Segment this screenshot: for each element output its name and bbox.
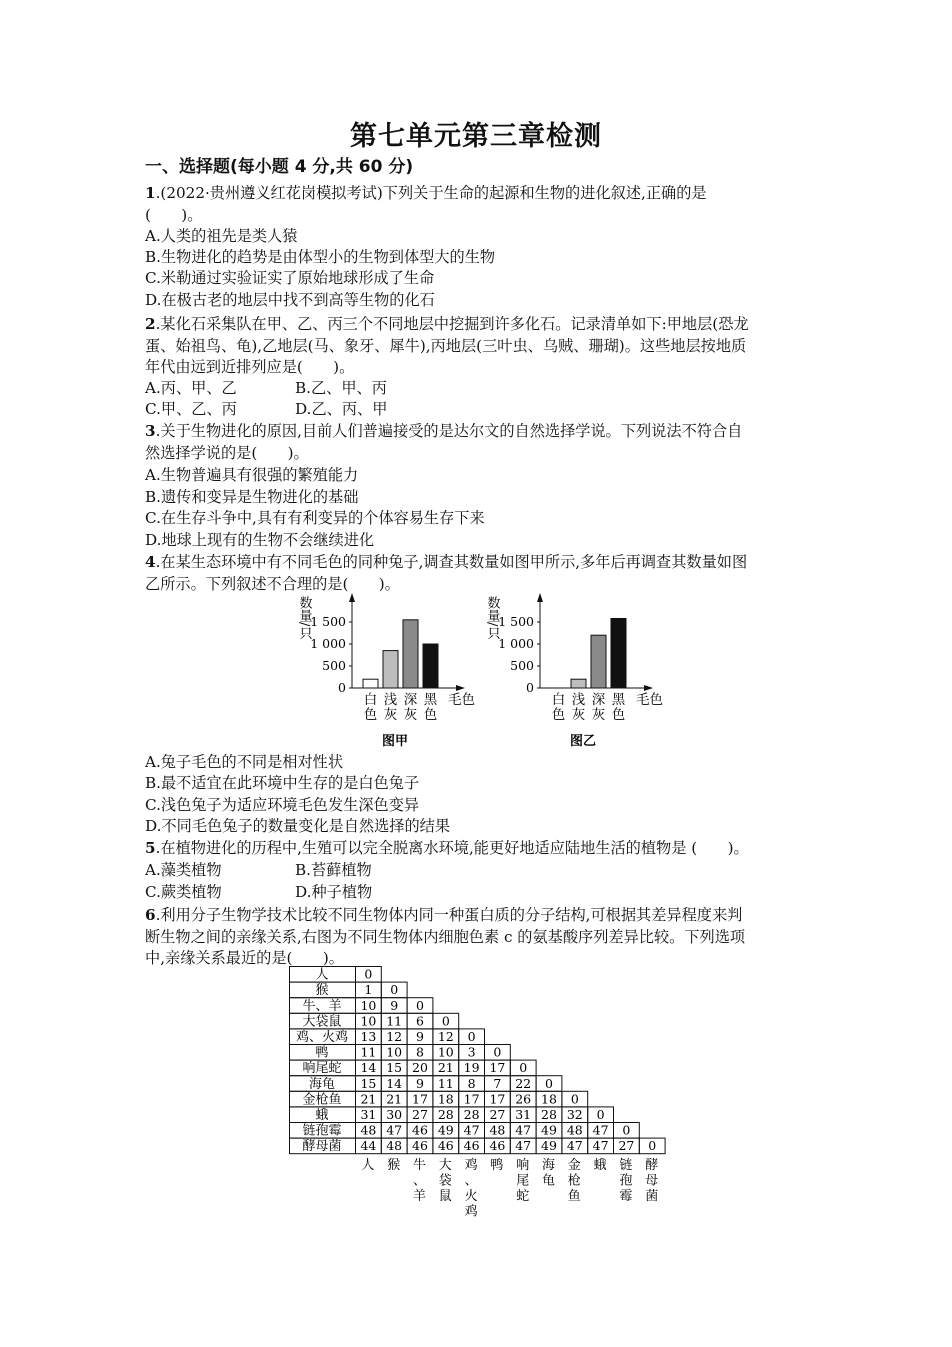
jia-cat-label-top: 深	[403, 692, 418, 708]
jia-bar-3	[403, 620, 418, 688]
q4-option-a: A.兔子毛色的不同是相对性状	[145, 753, 344, 771]
q6-stem-line3: 中,亲缘关系最近的是( )。	[145, 949, 344, 967]
table-cell-value: 48	[566, 1122, 583, 1138]
col-label-char: 枪	[567, 1173, 581, 1189]
table-cell-value: 49	[541, 1138, 557, 1154]
jia-cat-label-top: 白	[363, 692, 378, 708]
q3-option-b: B.遗传和变异是生物进化的基础	[145, 488, 359, 506]
table-cell-value: 0	[648, 1138, 657, 1154]
jia-cat-label-bottom: 灰	[403, 707, 418, 723]
q2-stem-line2: 蛋、始祖鸟、龟),乙地层(马、象牙、犀牛),丙地层(三叶虫、乌贼、珊瑚)。这些地层按地质	[145, 337, 747, 355]
row-label: 酵母菌	[302, 1139, 342, 1155]
table-cell-value: 32	[566, 1107, 583, 1122]
table-cell-value: 47	[463, 1122, 480, 1138]
row-label: 鸡、火鸡	[295, 1030, 349, 1045]
yi-x-arrow	[644, 685, 653, 691]
table-cell-value: 28	[437, 1107, 454, 1122]
q3-stem	[145, 421, 742, 441]
col-label-char: 鱼	[567, 1189, 581, 1205]
table-cell-value: 18	[541, 1091, 557, 1107]
col-label-char: 龟	[541, 1173, 556, 1189]
table-cell-value: 28	[463, 1107, 480, 1122]
table-cell-value: 10	[437, 1044, 454, 1060]
jia-title: 图甲	[381, 734, 409, 749]
q3-number: 3	[145, 422, 156, 440]
jia-ylabel: 数量/只	[296, 596, 312, 640]
col-label-char: 鸭	[490, 1158, 504, 1174]
table-cell-value: 6	[416, 1013, 424, 1029]
yi-tick-label: 500	[510, 658, 534, 673]
col-label-char: 蛾	[593, 1158, 607, 1174]
table-cell-value: 17	[489, 1060, 506, 1076]
q6-stem-line2: 断生物之间的亲缘关系,右图为不同生物体内细胞色素 c 的氨基酸序列差异比较。下列选项	[145, 928, 746, 946]
table-cell-value: 48	[386, 1138, 403, 1154]
col-label-char: 、	[464, 1173, 478, 1189]
chart-jia	[290, 590, 490, 755]
table-cell-value: 46	[489, 1138, 506, 1154]
col-label-char: 牛	[412, 1158, 427, 1174]
table-cell-value: 21	[360, 1091, 377, 1107]
table-cell-value: 46	[412, 1122, 428, 1138]
table-cell-value: 47	[386, 1122, 403, 1138]
q1-stem	[145, 183, 707, 203]
table-cell-value: 22	[515, 1075, 532, 1091]
yi-cat-label-top: 浅	[571, 692, 586, 708]
chart-yi	[478, 590, 678, 755]
q5-options-row2	[145, 882, 373, 902]
q5-option-c: C.蕨类植物	[145, 883, 222, 901]
table-cell-value: 14	[386, 1075, 403, 1091]
q2-option-d: D.乙、丙、甲	[295, 400, 388, 418]
table-cell-value: 47	[515, 1122, 532, 1138]
q4-number: 4	[145, 553, 156, 571]
table-cell-value: 47	[592, 1122, 609, 1138]
q1-option-c: C.米勒通过实验证实了原始地球形成了生命	[145, 269, 435, 287]
q2-stem-line1: .某化石采集队在甲、乙、丙三个不同地层中挖掘到许多化石。记录清单如下:甲地层(恐龙	[155, 315, 749, 333]
table-cell-value: 46	[463, 1138, 480, 1154]
table-cell-value: 12	[386, 1029, 403, 1044]
table-cell-value: 49	[541, 1122, 557, 1138]
q2-number: 2	[145, 315, 156, 333]
yi-cat-label-bottom: 灰	[571, 707, 586, 723]
q6-stem	[145, 905, 742, 925]
col-label-char: 猴	[387, 1158, 401, 1174]
q5-option-a: A.藻类植物	[145, 861, 222, 879]
yi-cat-label-bottom: 色	[551, 707, 566, 723]
q5-options-row1	[145, 860, 372, 880]
table-cell-value: 9	[416, 1029, 424, 1044]
yi-tick-label: 1 500	[498, 614, 534, 629]
q1-stem-line1: .(2022·贵州遵义红花岗模拟考试)下列关于生命的起源和生物的进化叙述,正确的是	[155, 184, 707, 202]
jia-xlabel: 毛色	[448, 692, 475, 708]
yi-ylabel: 数量/只	[484, 596, 500, 640]
table-cell-value: 21	[437, 1060, 454, 1076]
table-cell-value: 48	[489, 1122, 506, 1138]
q4-stem-line2: 乙所示。下列叙述不合理的是( )。	[145, 575, 400, 593]
table-cell-value: 46	[437, 1138, 454, 1154]
table-cell-value: 49	[437, 1122, 454, 1138]
yi-cat-label-top: 深	[591, 692, 606, 708]
yi-cat-label-bottom: 灰	[591, 707, 606, 723]
jia-bar-2	[383, 651, 398, 688]
table-cell-value: 8	[467, 1075, 476, 1091]
table-cell-value: 19	[463, 1060, 480, 1076]
table-cell-value: 0	[364, 966, 373, 982]
table-cell-value: 17	[463, 1091, 480, 1107]
yi-cat-label-top: 黑	[611, 692, 626, 708]
yi-bar-3	[591, 635, 606, 688]
q1-number: 1	[145, 184, 156, 202]
col-label-char: 链	[619, 1158, 633, 1174]
q3-stem-line2: 然选择学说的是( )。	[145, 444, 309, 462]
table-cell-value: 0	[519, 1060, 528, 1076]
section-heading: 一、选择题(每小题 4 分,共 60 分)	[145, 157, 414, 177]
table-cell-value: 0	[596, 1107, 605, 1122]
col-label-char: 羊	[412, 1189, 427, 1205]
col-label-char: 母	[645, 1173, 659, 1189]
table-cell-value: 46	[412, 1138, 428, 1154]
q4-option-c: C.浅色兔子为适应环境毛色发生深色变异	[145, 796, 420, 814]
q4-option-d: D.不同毛色兔子的数量变化是自然选择的结果	[145, 817, 451, 835]
yi-cat-label-bottom: 色	[611, 707, 626, 723]
jia-bar-4	[423, 644, 438, 688]
table-cell-value: 17	[412, 1091, 428, 1107]
q5-option-d: D.种子植物	[295, 883, 373, 901]
col-label-char: 金	[567, 1158, 581, 1174]
table-cell-value: 10	[386, 1044, 403, 1060]
q5-option-b: B.苔藓植物	[295, 861, 372, 879]
table-cell-value: 27	[489, 1107, 506, 1122]
table-cell-value: 11	[360, 1044, 377, 1060]
jia-cat-label-bottom: 色	[363, 707, 378, 723]
q2-option-c: C.甲、乙、丙	[145, 400, 237, 418]
row-label: 人	[315, 967, 329, 983]
yi-tick-label: 1 000	[498, 636, 534, 651]
table-cell-value: 15	[386, 1060, 403, 1076]
q5-stem-line1: .在植物进化的历程中,生殖可以完全脱离水环境,能更好地适应陆地生活的植物是 ( )。	[155, 839, 749, 857]
jia-tick-label: 1 500	[310, 614, 346, 629]
jia-cat-label-top: 黑	[423, 692, 438, 708]
yi-cat-label-top: 白	[551, 692, 566, 708]
table-cell-value: 8	[416, 1044, 424, 1060]
table-cell-value: 10	[360, 997, 377, 1013]
col-label-char: 菌	[645, 1189, 659, 1205]
table-cell-value: 47	[566, 1138, 583, 1154]
table-cell-value: 26	[515, 1091, 532, 1107]
col-label-char: 鼠	[438, 1189, 452, 1205]
q2-stem-line3: 年代由远到近排列应是( )。	[145, 358, 355, 376]
table-cell-value: 28	[541, 1107, 557, 1122]
col-label-char: 大	[438, 1158, 452, 1174]
table-cell-value: 21	[386, 1091, 403, 1107]
table-cell-value: 11	[437, 1075, 454, 1091]
q4-stem	[145, 552, 747, 572]
yi-bar-2	[571, 679, 586, 688]
col-label-char: 响	[516, 1158, 530, 1174]
table-cell-value: 27	[412, 1107, 428, 1122]
q2-option-b: B.乙、甲、丙	[295, 379, 387, 397]
q6-number: 6	[145, 906, 156, 924]
q2-options-row1	[145, 378, 387, 398]
q6-stem-line1: .利用分子生物学技术比较不同生物体内同一种蛋白质的分子结构,可根据其差异程度来判	[155, 906, 743, 924]
q2-options-row2	[145, 399, 388, 419]
table-cell-value: 0	[570, 1091, 579, 1107]
table-cell-value: 0	[467, 1029, 476, 1044]
table-cell-value: 13	[360, 1029, 377, 1044]
q4-stem-line1: .在某生态环境中有不同毛色的同种兔子,调查其数量如图甲所示,多年后再调查其数量如图	[155, 553, 748, 571]
yi-tick-label: 0	[526, 680, 534, 695]
jia-tick-label: 1 000	[310, 636, 346, 651]
table-cell-value: 10	[360, 1013, 377, 1029]
table-cell-value: 3	[467, 1044, 476, 1060]
col-label-char: 孢	[619, 1173, 633, 1189]
table-cell-value: 47	[515, 1138, 532, 1154]
col-label-char: 蛇	[516, 1189, 530, 1205]
q1-option-d: D.在极古老的地层中找不到高等生物的化石	[145, 291, 435, 309]
col-label-char: 鸡	[464, 1158, 478, 1174]
col-label-char: 酵	[645, 1158, 659, 1174]
jia-x-arrow	[456, 685, 465, 691]
yi-bar-4	[611, 618, 626, 688]
table-cell-value: 20	[412, 1060, 428, 1076]
table-cell-value: 0	[390, 982, 399, 998]
q1-option-b: B.生物进化的趋势是由体型小的生物到体型大的生物	[145, 248, 496, 266]
jia-tick-label: 500	[322, 658, 346, 673]
row-label: 蛾	[315, 1108, 329, 1123]
table-cell-value: 30	[386, 1107, 403, 1122]
jia-cat-label-bottom: 灰	[383, 707, 398, 723]
col-label-char: 海	[541, 1158, 556, 1174]
jia-bar-1	[363, 679, 378, 688]
row-label: 牛、羊	[302, 998, 342, 1014]
yi-title: 图乙	[569, 734, 597, 749]
q2-option-a: A.丙、甲、乙	[145, 379, 237, 397]
table-cell-value: 0	[441, 1013, 450, 1029]
table-cell-value: 31	[360, 1107, 377, 1122]
col-label-char: 火	[464, 1189, 478, 1205]
page-title: 第七单元第三章检测	[350, 121, 602, 152]
table-cell-value: 27	[618, 1138, 635, 1154]
col-label-char: 尾	[516, 1173, 530, 1189]
table-cell-value: 47	[592, 1138, 609, 1154]
table-cell-value: 14	[360, 1060, 377, 1076]
row-label: 鸭	[315, 1045, 329, 1061]
jia-tick-label: 0	[338, 680, 346, 695]
q4-option-b: B.最不适宜在此环境中生存的是白色兔子	[145, 774, 420, 792]
q2-stem	[145, 314, 749, 334]
q5-stem	[145, 838, 749, 858]
table-cell-value: 18	[437, 1091, 454, 1107]
table-cell-value: 9	[416, 1075, 424, 1091]
table-cell-value: 12	[437, 1029, 454, 1044]
yi-y-arrow	[537, 593, 543, 602]
table-cell-value: 31	[515, 1107, 532, 1122]
table-cell-value: 17	[489, 1091, 506, 1107]
table-cell-value: 7	[493, 1075, 502, 1091]
table-cell-value: 11	[386, 1013, 403, 1029]
jia-y-arrow	[349, 593, 355, 602]
table-cell-value: 15	[360, 1075, 377, 1091]
jia-cat-label-top: 浅	[383, 692, 398, 708]
q1-option-a: A.人类的祖先是类人猿	[145, 227, 298, 245]
row-label: 猴	[315, 983, 329, 999]
q1-stem-line2: ( )。	[145, 206, 203, 224]
col-label-char: 袋	[438, 1173, 452, 1189]
row-label: 大袋鼠	[302, 1014, 342, 1030]
row-label: 链孢霉	[302, 1123, 342, 1139]
col-label-char: 霉	[619, 1189, 633, 1205]
jia-cat-label-bottom: 色	[423, 707, 438, 723]
table-cell-value: 0	[545, 1075, 553, 1091]
row-label: 响尾蛇	[302, 1061, 342, 1077]
q3-option-c: C.在生存斗争中,具有有利变异的个体容易生存下来	[145, 509, 485, 527]
q3-option-a: A.生物普遍具有很强的繁殖能力	[145, 466, 359, 484]
table-cell-value: 1	[364, 982, 373, 998]
q3-stem-line1: .关于生物进化的原因,目前人们普遍接受的是达尔文的自然选择学说。下列说法不符合自	[155, 422, 743, 440]
col-label-char: 鸡	[464, 1204, 478, 1220]
table-cell-value: 48	[360, 1122, 377, 1138]
table-cell-value: 9	[390, 997, 399, 1013]
col-label-char: 人	[361, 1158, 375, 1174]
col-label-char: 、	[412, 1173, 427, 1189]
yi-xlabel: 毛色	[636, 692, 663, 708]
q5-number: 5	[145, 839, 156, 857]
table-cell-value: 0	[493, 1044, 502, 1060]
cytochrome-c-difference-table	[289, 966, 669, 1226]
row-label: 金枪鱼	[302, 1092, 342, 1108]
table-cell-value: 0	[416, 997, 424, 1013]
table-cell-value: 44	[360, 1138, 377, 1154]
q3-option-d: D.地球上现有的生物不会继续进化	[145, 531, 375, 549]
row-label: 海龟	[308, 1076, 336, 1092]
table-cell-value: 0	[622, 1122, 631, 1138]
